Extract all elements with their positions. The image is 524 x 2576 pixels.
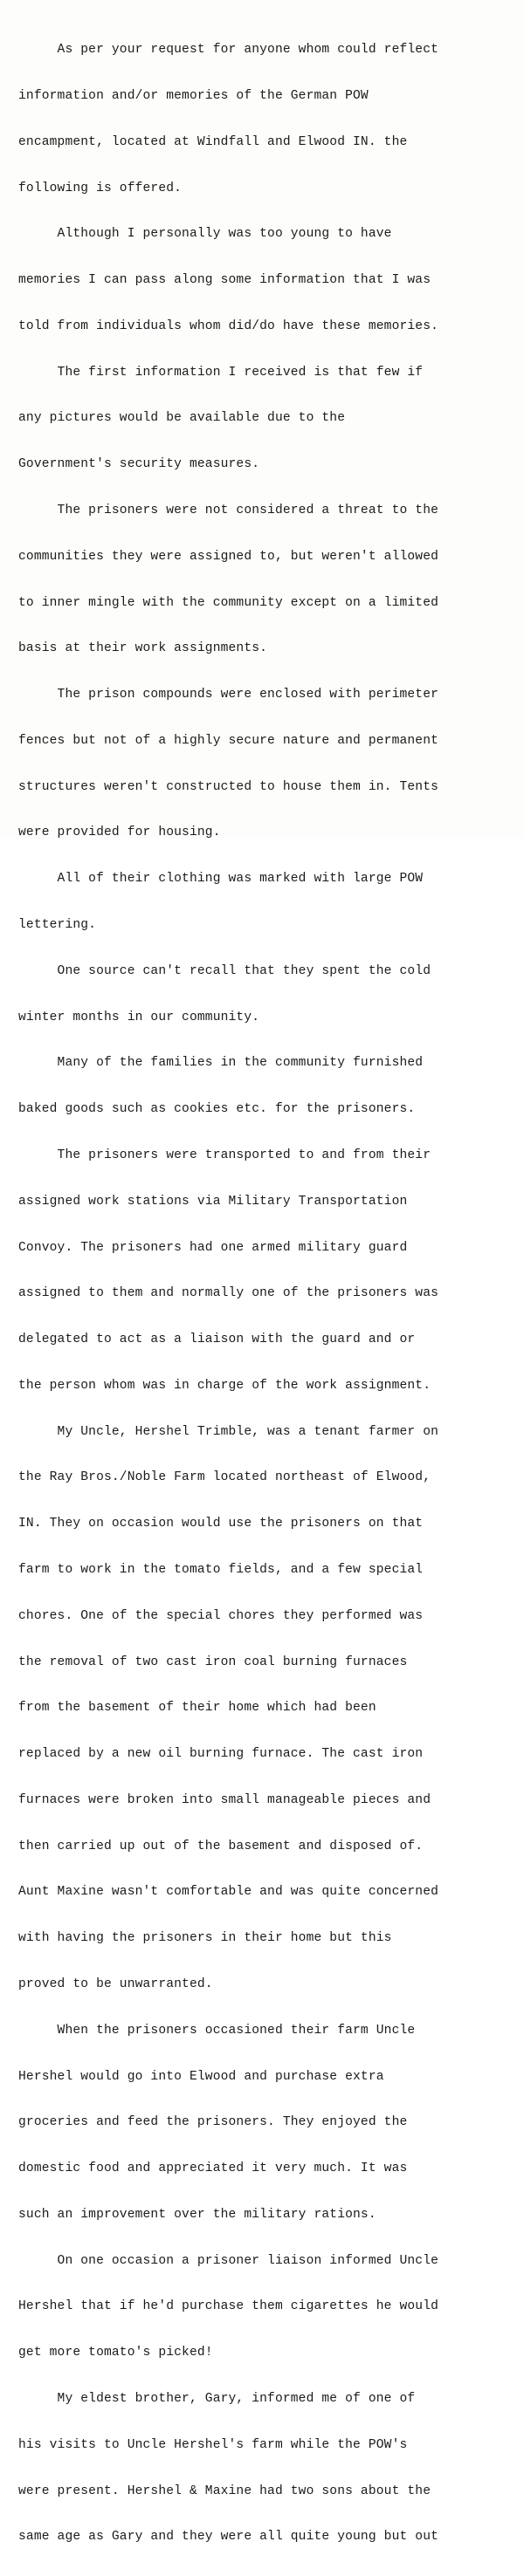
text-line: information and/or memories of the German POW — [18, 88, 369, 103]
text-line: The prisoners were transported to and from their — [18, 1148, 431, 1162]
text-line: basis at their work assignments. — [18, 641, 268, 656]
text-line: Government's security measures. — [18, 457, 260, 472]
text-line: One source can't recall that they spent the cold — [18, 963, 431, 978]
text-line: As per your request for anyone whom could reflect — [18, 43, 439, 58]
text-line: from the basement of their home which had been — [18, 1701, 376, 1716]
text-line: Aunt Maxine wasn't comfortable and was quite concerned — [18, 1885, 439, 1900]
text-line: furnaces were broken into small manageable pieces and — [18, 1792, 431, 1807]
text-line: proved to be unwarranted. — [18, 1977, 213, 1991]
text-line: When the prisoners occasioned their farm Uncle — [18, 2023, 416, 2038]
text-line: farm to work in the tomato fields, and a few special — [18, 1562, 424, 1577]
text-line: were present. Hershel & Maxine had two sons about the — [18, 2484, 431, 2498]
text-line: encampment, located at Windfall and Elwood IN. the — [18, 134, 408, 149]
text-line: Although I personally was too young to have — [18, 227, 392, 242]
text-line: Hershel that if he'd purchase them cigarettes he would — [18, 2299, 439, 2314]
text-line: The first information I received is that few if — [18, 365, 424, 380]
text-line: replaced by a new oil burning furnace. The cast iron — [18, 1747, 424, 1762]
text-line: Convoy. The prisoners had one armed military guard — [18, 1240, 408, 1255]
text-line: The prison compounds were enclosed with perimeter — [18, 688, 439, 702]
text-line: the removal of two cast iron coal burning furnaces — [18, 1655, 408, 1669]
text-line: with having the prisoners in their home but this — [18, 1931, 392, 1946]
text-line: the person whom was in charge of the work assignment. — [18, 1378, 431, 1393]
text-line: baked goods such as cookies etc. for the prisoners. — [18, 1102, 416, 1117]
text-line: winter months in our community. — [18, 1010, 260, 1024]
text-line: groceries and feed the prisoners. They enjoyed the — [18, 2115, 408, 2130]
text-line: On one occasion a prisoner liaison informed Uncle — [18, 2253, 439, 2268]
text-line: to inner mingle with the community except on a limited — [18, 595, 439, 610]
text-line: following is offered. — [18, 181, 183, 195]
text-line: same age as Gary and they were all quite young but out — [18, 2530, 439, 2545]
text-line: get more tomato's picked! — [18, 2346, 213, 2360]
text-line: lettering. — [18, 918, 97, 933]
text-line: IN. They on occasion would use the prisoners on that — [18, 1517, 424, 1531]
text-line: assigned to them and normally one of the prisoners was — [18, 1286, 439, 1301]
text-line: My eldest brother, Gary, informed me of one of — [18, 2392, 416, 2407]
text-line: then carried up out of the basement and disposed of. — [18, 1839, 424, 1853]
text-line: such an improvement over the military rations. — [18, 2207, 376, 2222]
text-line: any pictures would be available due to the — [18, 411, 346, 426]
text-line: delegated to act as a liaison with the guard and or — [18, 1333, 416, 1347]
text-line: chores. One of the special chores they performed was — [18, 1608, 424, 1623]
text-line: the Ray Bros./Noble Farm located northeast of Elwood, — [18, 1470, 431, 1485]
text-line: fences but not of a highly secure nature and permanent — [18, 733, 439, 748]
text-line: All of their clothing was marked with large POW — [18, 872, 424, 887]
text-line: The prisoners were not considered a threat to the — [18, 504, 439, 517]
text-line: his visits to Uncle Hershel's farm while the POW's — [18, 2437, 408, 2452]
document-body — [18, 12, 518, 2576]
text-line: My Uncle, Hershel Trimble, was a tenant farmer on — [18, 1424, 439, 1439]
text-line: Many of the families in the community furnished — [18, 1056, 424, 1071]
text-line: assigned work stations via Military Transportation — [18, 1194, 408, 1209]
text-line: told from individuals whom did/do have these memories. — [18, 319, 439, 333]
text-line: domestic food and appreciated it very much. It was — [18, 2162, 408, 2176]
text-line: communities they were assigned to, but weren't allowed — [18, 549, 439, 564]
text-line: structures weren't constructed to house them in. Tents — [18, 779, 439, 794]
text-line: memories I can pass along some information that I was — [18, 273, 431, 288]
text-line: Hershel would go into Elwood and purchase extra — [18, 2069, 384, 2084]
text-line: were provided for housing. — [18, 826, 221, 840]
